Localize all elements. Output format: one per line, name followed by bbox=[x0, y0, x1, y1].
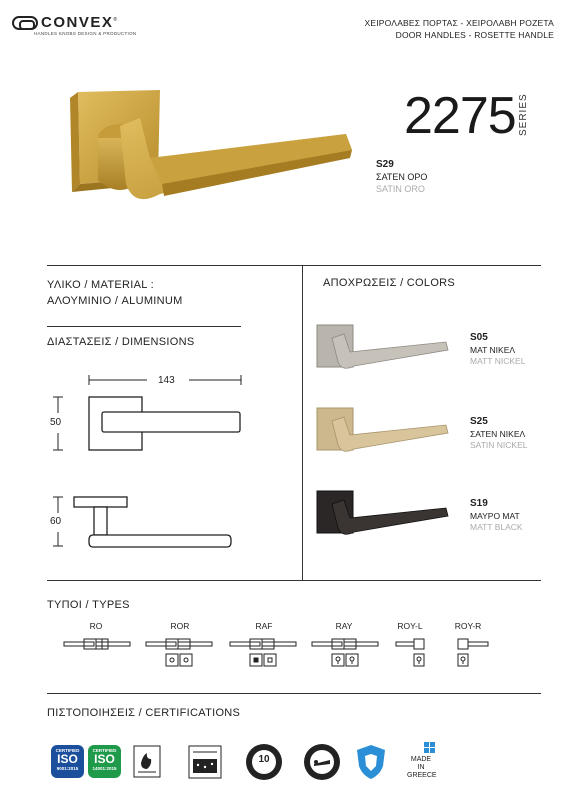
subtitle-greek: ΧΕΙΡΟΛΑΒΕΣ ΠΟΡΤΑΣ - ΧΕΙΡΟΛΑΒΗ ΡΟΖΕΤΑ bbox=[364, 18, 554, 28]
iso1-top: CERTIFIED bbox=[55, 748, 80, 753]
type-raf-icon bbox=[230, 639, 296, 666]
type-label-ray: RAY bbox=[335, 621, 353, 631]
hero-finish-greek: ΣΑΤΕΝ ΟΡΟ bbox=[376, 172, 428, 182]
dimension-width: 143 bbox=[158, 375, 175, 386]
iso2-bot: 14001:2015 bbox=[92, 766, 117, 771]
type-roy-r-icon bbox=[458, 639, 488, 666]
dimensions-drawing bbox=[47, 370, 247, 560]
brand-registered-mark: ® bbox=[113, 16, 118, 23]
iso1-mid: ISO bbox=[57, 752, 78, 766]
made-line-1: MADE bbox=[410, 756, 432, 763]
dimension-height: 50 bbox=[50, 417, 62, 428]
type-label-ror: ROR bbox=[170, 621, 190, 631]
color-name-english: MATT BLACK bbox=[470, 522, 523, 532]
header-subtitle bbox=[364, 17, 554, 41]
greece-flag-icon bbox=[424, 742, 436, 754]
color-swatch-satin-nickel bbox=[314, 405, 454, 457]
color-name-greek: ΣΑΤΕΝ ΝΙΚΕΛ bbox=[470, 429, 526, 439]
type-roy-l-icon bbox=[396, 639, 424, 666]
type-label-raf: RAF bbox=[255, 621, 273, 631]
brand-logo bbox=[12, 14, 117, 31]
color-code: S19 bbox=[470, 498, 488, 509]
series-label: SERIES bbox=[518, 93, 529, 136]
divider-vertical bbox=[302, 265, 303, 581]
cycle-test-seal-icon bbox=[302, 742, 342, 782]
types-icons bbox=[60, 636, 500, 672]
antibacterial-shield-icon bbox=[356, 744, 386, 780]
colors-title: ΑΠΟΧΡΩΣΕΙΣ / COLORS bbox=[323, 277, 456, 289]
divider-material bbox=[47, 326, 241, 327]
type-ro-icon bbox=[64, 639, 130, 649]
divider-certifications bbox=[47, 693, 541, 694]
iso-9001-badge bbox=[51, 745, 84, 778]
color-code: S05 bbox=[470, 332, 488, 343]
type-label-roy-r: ROY-R bbox=[454, 621, 482, 631]
iso2-mid: ISO bbox=[94, 752, 115, 766]
color-swatch-matt-black bbox=[314, 488, 454, 540]
salt-spray-test-icon bbox=[188, 745, 222, 779]
hero-handle-image bbox=[50, 88, 360, 218]
color-swatch-matt-nickel bbox=[314, 322, 454, 374]
dimension-depth: 60 bbox=[50, 516, 62, 527]
iso1-bot: 9001:2015 bbox=[56, 766, 79, 771]
material-label: ΥΛΙΚΟ / MATERIAL : bbox=[47, 279, 154, 291]
series-number: 2275 bbox=[404, 87, 516, 145]
brand-name: CONVEX bbox=[41, 14, 114, 31]
made-line-3: GREECE bbox=[407, 772, 437, 779]
dimensions-title: ΔΙΑΣΤΑΣΕΙΣ / DIMENSIONS bbox=[47, 336, 195, 348]
certifications-title: ΠΙΣΤΟΠΟΙΗΣΕΙΣ / CERTIFICATIONS bbox=[47, 707, 241, 719]
brand-tagline: HANDLES KNOBS DESIGN & PRODUCTION bbox=[34, 31, 137, 36]
fire-rating-icon bbox=[133, 745, 161, 778]
hero-finish-code: S29 bbox=[376, 159, 394, 170]
type-ror-icon bbox=[146, 639, 212, 666]
color-name-english: MATT NICKEL bbox=[470, 356, 526, 366]
material-value: ΑΛΟΥΜΙΝΙΟ / ALUMINUM bbox=[47, 295, 183, 307]
type-label-roy-l: ROY-L bbox=[397, 621, 423, 631]
color-name-english: SATIN NICKEL bbox=[470, 440, 528, 450]
color-code: S25 bbox=[470, 416, 488, 427]
made-in-greece bbox=[407, 756, 435, 780]
divider-types bbox=[47, 580, 541, 581]
made-line-2: IN bbox=[417, 764, 425, 771]
color-name-greek: ΜΑΥΡΟ ΜΑΤ bbox=[470, 511, 520, 521]
warranty-years: 10 bbox=[258, 754, 270, 765]
color-name-greek: ΜΑΤ ΝΙΚΕΛ bbox=[470, 345, 516, 355]
type-ray-icon bbox=[312, 639, 378, 666]
logo-mark-icon bbox=[12, 16, 38, 30]
type-label-ro: RO bbox=[89, 621, 103, 631]
subtitle-english: DOOR HANDLES - ROSETTE HANDLE bbox=[395, 30, 554, 40]
iso-14001-badge bbox=[88, 745, 121, 778]
hero-finish-english: SATIN ORO bbox=[376, 184, 425, 194]
iso2-top: CERTIFIED bbox=[92, 748, 117, 753]
divider-top bbox=[47, 265, 541, 266]
types-title: ΤΥΠΟΙ / TYPES bbox=[47, 599, 130, 611]
